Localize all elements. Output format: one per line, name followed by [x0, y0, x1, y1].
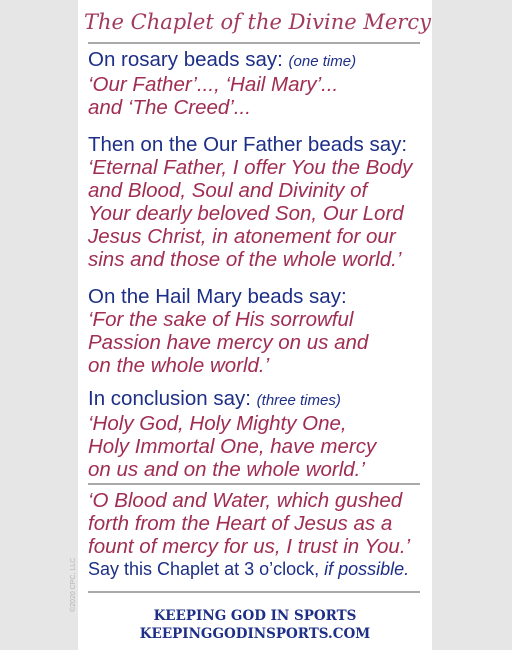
section-heading: In conclusion say: (three times) — [88, 387, 341, 410]
section-blood-and-water — [88, 489, 424, 581]
section-conclusion — [88, 387, 424, 481]
title-divider — [88, 42, 420, 44]
prayer-line: Passion have mercy on us and — [88, 331, 369, 354]
prayer-line: forth from the Heart of Jesus as a — [88, 512, 393, 535]
prayer-line: ‘Our Father’..., ‘Hail Mary’... — [88, 73, 339, 96]
section-rosary-beads — [88, 48, 424, 119]
section-our-father-beads — [88, 133, 424, 271]
footer-website: KEEPINGGODINSPORTS.COM — [139, 626, 371, 642]
section-heading: On rosary beads say: (one time) — [88, 48, 357, 71]
prayer-line: sins and those of the whole world.’ — [88, 248, 402, 271]
prayer-line: and Blood, Soul and Divinity of — [88, 179, 368, 202]
section-divider — [88, 483, 420, 485]
footer-divider — [88, 591, 420, 593]
copyright-notice: ©2020 CPC, LLC — [70, 557, 77, 612]
repeat-note: (one time) — [288, 53, 357, 70]
section-heading: On the Hail Mary beads say: — [88, 285, 347, 308]
prayer-line: Jesus Christ, in atonement for our — [88, 225, 396, 248]
prayer-line: fount of mercy for us, I trust in You.’ — [88, 535, 411, 558]
prayer-line: on the whole world.’ — [88, 354, 270, 377]
prayer-line: ‘Eternal Father, I offer You the Body — [88, 156, 413, 179]
closing-instruction: Say this Chaplet at 3 o’clock, if possible. — [88, 559, 410, 579]
prayer-line: Holy Immortal One, have mercy — [88, 435, 377, 458]
repeat-note: (three times) — [256, 392, 341, 409]
prayer-line: Your dearly beloved Son, Our Lord — [88, 202, 404, 225]
footer-brand: KEEPING GOD IN SPORTS — [153, 608, 357, 624]
card-title: The Chaplet of the Divine Mercy — [84, 10, 431, 34]
section-heading: Then on the Our Father beads say: — [88, 133, 408, 156]
prayer-line: ‘For the sake of His sorrowful — [88, 308, 354, 331]
prayer-line: on us and on the whole world.’ — [88, 458, 365, 481]
prayer-line: ‘O Blood and Water, which gushed — [88, 489, 403, 512]
prayer-line: ‘Holy God, Holy Mighty One, — [88, 412, 347, 435]
section-hail-mary-beads — [88, 285, 424, 377]
prayer-line: and ‘The Creed’... — [88, 96, 251, 119]
